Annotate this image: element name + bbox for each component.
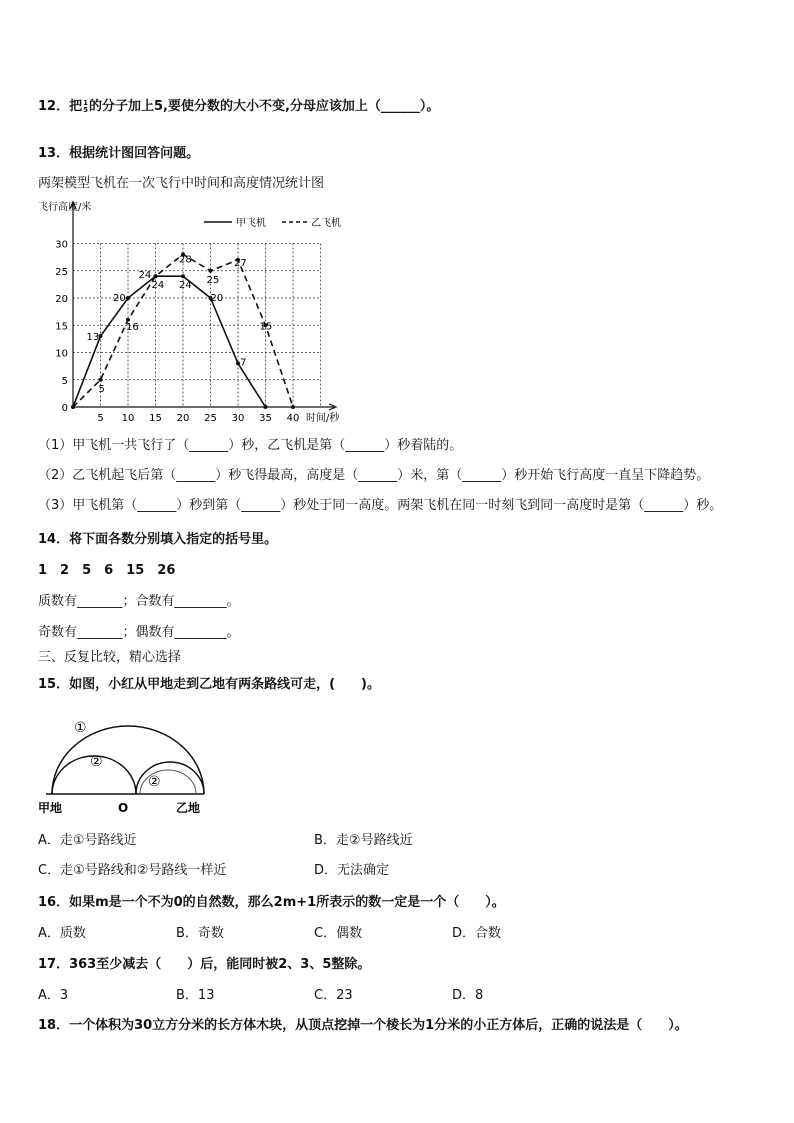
- center-label: O: [118, 801, 129, 815]
- y-tick-label: 5: [61, 375, 68, 387]
- q17-option-c[interactable]: C．23: [314, 988, 353, 1003]
- data-point-jia: [126, 296, 130, 300]
- y-tick-label: 15: [55, 321, 68, 333]
- q15-option-b[interactable]: B．走②号路线近: [314, 833, 413, 848]
- q15-title: 15．如图，小红从甲地走到乙地有两条路线可走，( )。: [38, 677, 380, 692]
- route-1-label: ①: [74, 720, 87, 736]
- q16-option-c[interactable]: C．偶数: [314, 926, 363, 941]
- q12-prefix: 把: [69, 99, 83, 114]
- route-2-label-left: ②: [90, 754, 103, 770]
- q15-option-d[interactable]: D．无法确定: [314, 863, 390, 878]
- q13-sub3: （3）甲飞机第（______）秒到第（______）秒处于同一高度。两架飞机在同一时刻飞到同一高度时是第（______）秒。: [38, 498, 723, 513]
- x-tick-label: 40: [286, 413, 300, 424]
- y-axis-title: 飞行高度/米: [38, 202, 92, 213]
- data-label-jia: 20: [210, 293, 224, 304]
- data-point-yi: [291, 405, 295, 409]
- q16-option-b[interactable]: B．奇数: [176, 926, 224, 941]
- y-tick-label: 0: [61, 403, 68, 414]
- data-label-yi: 15: [259, 321, 273, 333]
- q13-sub1: （1）甲飞机一共飞行了（______）秒，乙飞机是第（______）秒着陆的。: [38, 438, 463, 453]
- data-label-yi: 28: [179, 254, 192, 266]
- q15-option-c[interactable]: C．走①号路线和②号路线一样近: [38, 863, 227, 878]
- q14-numbers: 1 2 5 6 15 26: [38, 563, 176, 578]
- legend-label-yi: 乙飞机: [311, 218, 341, 229]
- x-tick-label: 10: [121, 413, 135, 424]
- y-tick-label: 10: [55, 348, 68, 360]
- data-label-jia: 20: [113, 293, 126, 304]
- q15-option-a[interactable]: A．走①号路线近: [38, 833, 137, 848]
- q12-fraction: [83, 100, 88, 114]
- data-label-yi: 25: [206, 274, 220, 286]
- q16-option-a[interactable]: A．质数: [38, 926, 86, 941]
- y-tick-label: 25: [55, 266, 68, 278]
- q12-frac-numerator: 1: [83, 98, 88, 107]
- data-point-yi: [209, 269, 213, 273]
- y-tick-label: 30: [55, 239, 68, 251]
- route-2-label-right: ②: [148, 774, 161, 790]
- route-figure: [36, 712, 216, 822]
- x-tick-label: 15: [149, 413, 162, 424]
- flight-chart: [36, 196, 396, 426]
- q12-number: 12．: [38, 99, 70, 114]
- route-2-arc-right: [136, 762, 204, 794]
- q14-line2: 奇数有_______；偶数有________。: [38, 625, 240, 640]
- q13-title: 13．根据统计图回答问题。: [38, 146, 200, 161]
- x-tick-label: 25: [204, 413, 217, 424]
- q12-text: 的分子加上5,要使分数的大小不变,分母应该加上（______）。: [88, 99, 440, 114]
- q14-title: 14．将下面各数分别填入指定的括号里。: [38, 532, 278, 547]
- data-label-jia: 7: [240, 357, 247, 369]
- data-label-yi: 16: [126, 321, 139, 333]
- data-label-yi: 27: [234, 257, 247, 269]
- question-12: [38, 98, 439, 116]
- y-tick-label: 20: [55, 294, 68, 305]
- data-label-jia: 24: [179, 280, 192, 292]
- section-3-heading: 三、反复比较，精心选择: [38, 650, 182, 665]
- q17-option-a[interactable]: A．3: [38, 988, 69, 1003]
- q18-title: 18．一个体积为30立方分米的长方体木块，从顶点挖掉一个棱长为1分米的小正方体后，正确的说法是（ ）。: [38, 1018, 688, 1033]
- q17-option-b[interactable]: B．13: [176, 988, 215, 1003]
- start-label: 甲地: [38, 801, 63, 815]
- data-point-jia: [181, 274, 185, 278]
- data-point-yi: [99, 378, 103, 382]
- end-label: 乙地: [176, 801, 201, 815]
- q17-title: 17．363至少减去（ ）后，能同时被2、3、5整除。: [38, 957, 371, 972]
- data-label-yi: 5: [98, 383, 105, 395]
- data-point-yi: [71, 405, 75, 409]
- data-label-yi: 24: [151, 280, 165, 292]
- data-label-jia: 13: [86, 332, 100, 344]
- x-tick-label: 35: [259, 413, 272, 424]
- q17-option-d[interactable]: D．8: [452, 988, 484, 1003]
- data-point-jia: [264, 405, 268, 409]
- x-tick-label: 5: [97, 413, 104, 424]
- x-axis-title: 时间/秒: [306, 413, 340, 424]
- x-tick-label: 20: [176, 413, 190, 424]
- q14-line1: 质数有_______；合数有________。: [38, 594, 240, 609]
- chart-caption: 两架模型飞机在一次飞行中时间和高度情况统计图: [38, 176, 325, 191]
- q16-title: 16．如果m是一个不为0的自然数，那么2m+1所表示的数一定是一个（ ）。: [38, 895, 505, 910]
- q12-frac-denominator: 5: [83, 105, 88, 114]
- x-tick-label: 30: [231, 413, 245, 424]
- data-label-jia: 24: [138, 270, 152, 282]
- q16-option-d[interactable]: D．合数: [452, 926, 502, 941]
- q13-sub2: （2）乙飞机起飞后第（______）秒飞得最高，高度是（______）米，第（______）秒开始飞行高度一直呈下降趋势。: [38, 468, 710, 483]
- legend-label-jia: 甲飞机: [236, 218, 266, 229]
- data-point-yi: [154, 274, 158, 278]
